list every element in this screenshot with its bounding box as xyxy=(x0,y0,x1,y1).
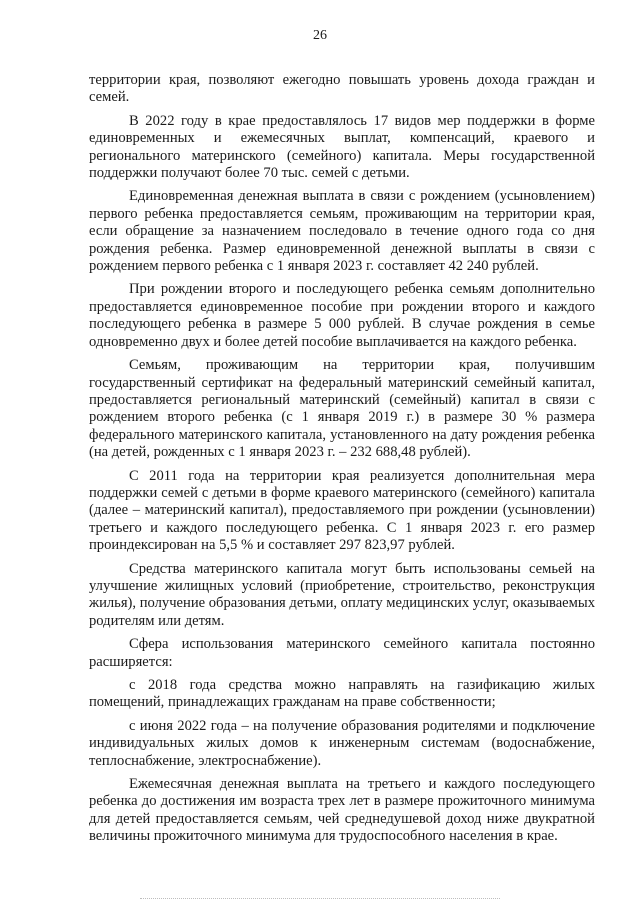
paragraph: Семьям, проживающим на территории края, получившим государственный сертификат на федеральный материнский семейный капитал, предоставляется региональный материнский (семейный) капитал в связи с рождением второго ребенка (с 1 января 2019 г.) в размере 30 % размера федерального материнского капитала, установленного на дату рождения ребенка (на детей, рожденных с 1 января 2023 г. – 232 688,48 рублей). xyxy=(89,357,595,461)
paragraph: В 2022 году в крае предоставлялось 17 видов мер поддержки в форме единовременных и ежемесячных выплат, компенсаций, краевого и регионального материнского (семейного) капитала. Меры государственной поддержки получают более 70 тыс. семей с детьми. xyxy=(89,112,595,182)
paragraph: Сфера использования материнского семейного капитала постоянно расширяется: xyxy=(89,636,595,670)
document-body xyxy=(89,72,595,852)
paragraph: Ежемесячная денежная выплата на третьего и каждого последующего ребенка до достижения им возраста трех лет в размере прожиточного минимума для детей предоставляется семьям, чей среднедушевой доход ниже двукратной величины прожиточного минимума для трудоспособного населения в крае. xyxy=(89,776,595,845)
paragraph: Средства материнского капитала могут быть использованы семьей на улучшение жилищных условий (приобретение, строительство, реконструкция жилья), получение образования детьми, оплату медицинских услуг, оказываемых родителям или детям. xyxy=(89,560,595,629)
scan-edge-artifact xyxy=(140,898,500,899)
list-paragraph: с июня 2022 года – на получение образования родителями и подключение индивидуальных жилых домов к инженерным системам (водоснабжение, теплоснабжение, электроснабжение). xyxy=(89,717,595,769)
paragraph: При рождении второго и последующего ребенка семьям дополнительно предоставляется единовременное пособие при рождении второго и каждого последующего ребенка в размере 5 000 рублей. В случае рождения в семье одновременно двух и более детей пособие выплачивается на каждого ребенка. xyxy=(89,281,595,350)
paragraph-continued: территории края, позволяют ежегодно повышать уровень дохода граждан и семей. xyxy=(89,72,595,106)
paragraph: Единовременная денежная выплата в связи с рождением (усыновлением) первого ребенка предоставляется семьям, проживающим на территории края, если обращение за назначением последовало в течение одного года со дня рождения ребенка. Размер единовременной денежной выплаты в связи с рождением первого ребенка с 1 января 2023 г. составляет 42 240 рублей. xyxy=(89,188,595,275)
list-paragraph: с 2018 года средства можно направлять на газификацию жилых помещений, принадлежащих гражданам на праве собственности; xyxy=(89,677,595,711)
paragraph: С 2011 года на территории края реализуется дополнительная мера поддержки семей с детьми в форме краевого материнского (семейного) капитала (далее – материнский капитал), предоставляемого при рождении (усыновлении) третьего и каждого последующего ребенка. С 1 января 2023 г. его размер проиндексирован на 5,5 % и составляет 297 823,97 рублей. xyxy=(89,467,595,554)
page-number: 26 xyxy=(313,28,327,43)
